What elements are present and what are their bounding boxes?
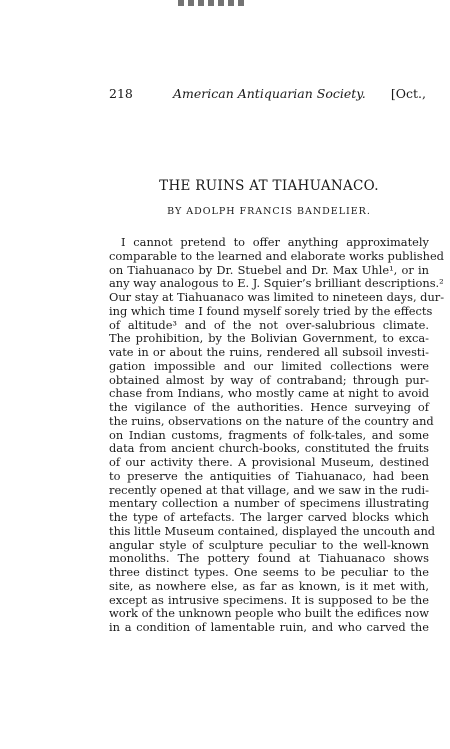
body-line: gation impossible and our limited collections were bbox=[109, 358, 429, 373]
body-line: the type of artefacts. The larger carved blocks which bbox=[109, 510, 429, 524]
body-line: angular style of sculpture peculiar to the well-known bbox=[109, 537, 429, 552]
body-line: recently opened at that village, and we saw in the rudi- bbox=[109, 482, 429, 497]
header-date-mark: [Oct., bbox=[390, 86, 426, 101]
body-line: chase from Indians, who mostly came at night to avoid bbox=[109, 386, 429, 401]
body-line: in a condition of lamentable ruin, and who carved the bbox=[109, 620, 429, 634]
page-top-scan-mark bbox=[178, 0, 248, 6]
body-line: site, as nowhere else, as far as known, is it met with, bbox=[109, 578, 429, 593]
body-line: The prohibition, by the Bolivian Government, to exca- bbox=[109, 331, 429, 346]
body-line: vate in or about the ruins, rendered all subsoil investi- bbox=[109, 345, 429, 359]
body-line: obtained almost by way of contraband; through pur- bbox=[109, 372, 429, 387]
body-line: except as intrusive specimens. It is supposed to be the bbox=[109, 592, 429, 607]
body-line: of our activity there. A provisional Museum, destined bbox=[109, 455, 429, 469]
body-line: data from ancient church-books, constituted the fruits bbox=[109, 441, 429, 456]
body-line: of altitude³ and of the not over-salubrious climate. bbox=[109, 317, 429, 332]
body-line: on Indian customs, fragments of folk-tales, and some bbox=[109, 427, 429, 442]
body-line: comparable to the learned and elaborate works published bbox=[109, 248, 444, 263]
body-line: to preserve the antiquities of Tiahuanaco, had been bbox=[109, 468, 429, 483]
article-body bbox=[109, 235, 445, 635]
body-line: three distinct types. One seems to be peculiar to the bbox=[109, 565, 429, 579]
body-line: the ruins, observations on the nature of the country and bbox=[109, 413, 434, 428]
body-line: I cannot pretend to offer anything approximately bbox=[121, 235, 429, 249]
article-author: BY ADOLPH FRANCIS BANDELIER. bbox=[167, 206, 371, 217]
body-line: on Tiahuanaco by Dr. Stuebel and Dr. Max Uhle¹, or in bbox=[109, 262, 429, 277]
body-line: Our stay at Tiahuanaco was limited to nineteen days, dur- bbox=[109, 290, 445, 304]
body-line: monoliths. The pottery found at Tiahuanaco shows bbox=[109, 551, 429, 566]
body-line: any way analogous to E. J. Squier’s brilliant descriptions.² bbox=[109, 276, 444, 291]
article-title: THE RUINS AT TIAHUANACO. bbox=[159, 178, 379, 194]
running-title: American Antiquarian Society. bbox=[173, 86, 366, 101]
body-line: mentary collection a number of specimens illustrating bbox=[109, 496, 429, 511]
body-line: this little Museum contained, displayed the uncouth and bbox=[109, 523, 436, 538]
body-line: work of the unknown people who built the edifices now bbox=[109, 606, 429, 621]
body-line: the vigilance of the authorities. Hence surveying of bbox=[109, 400, 429, 414]
page-number: 218 bbox=[109, 86, 133, 101]
page-header bbox=[109, 86, 426, 102]
body-line: ing which time I found myself sorely tried by the effects bbox=[109, 303, 433, 318]
